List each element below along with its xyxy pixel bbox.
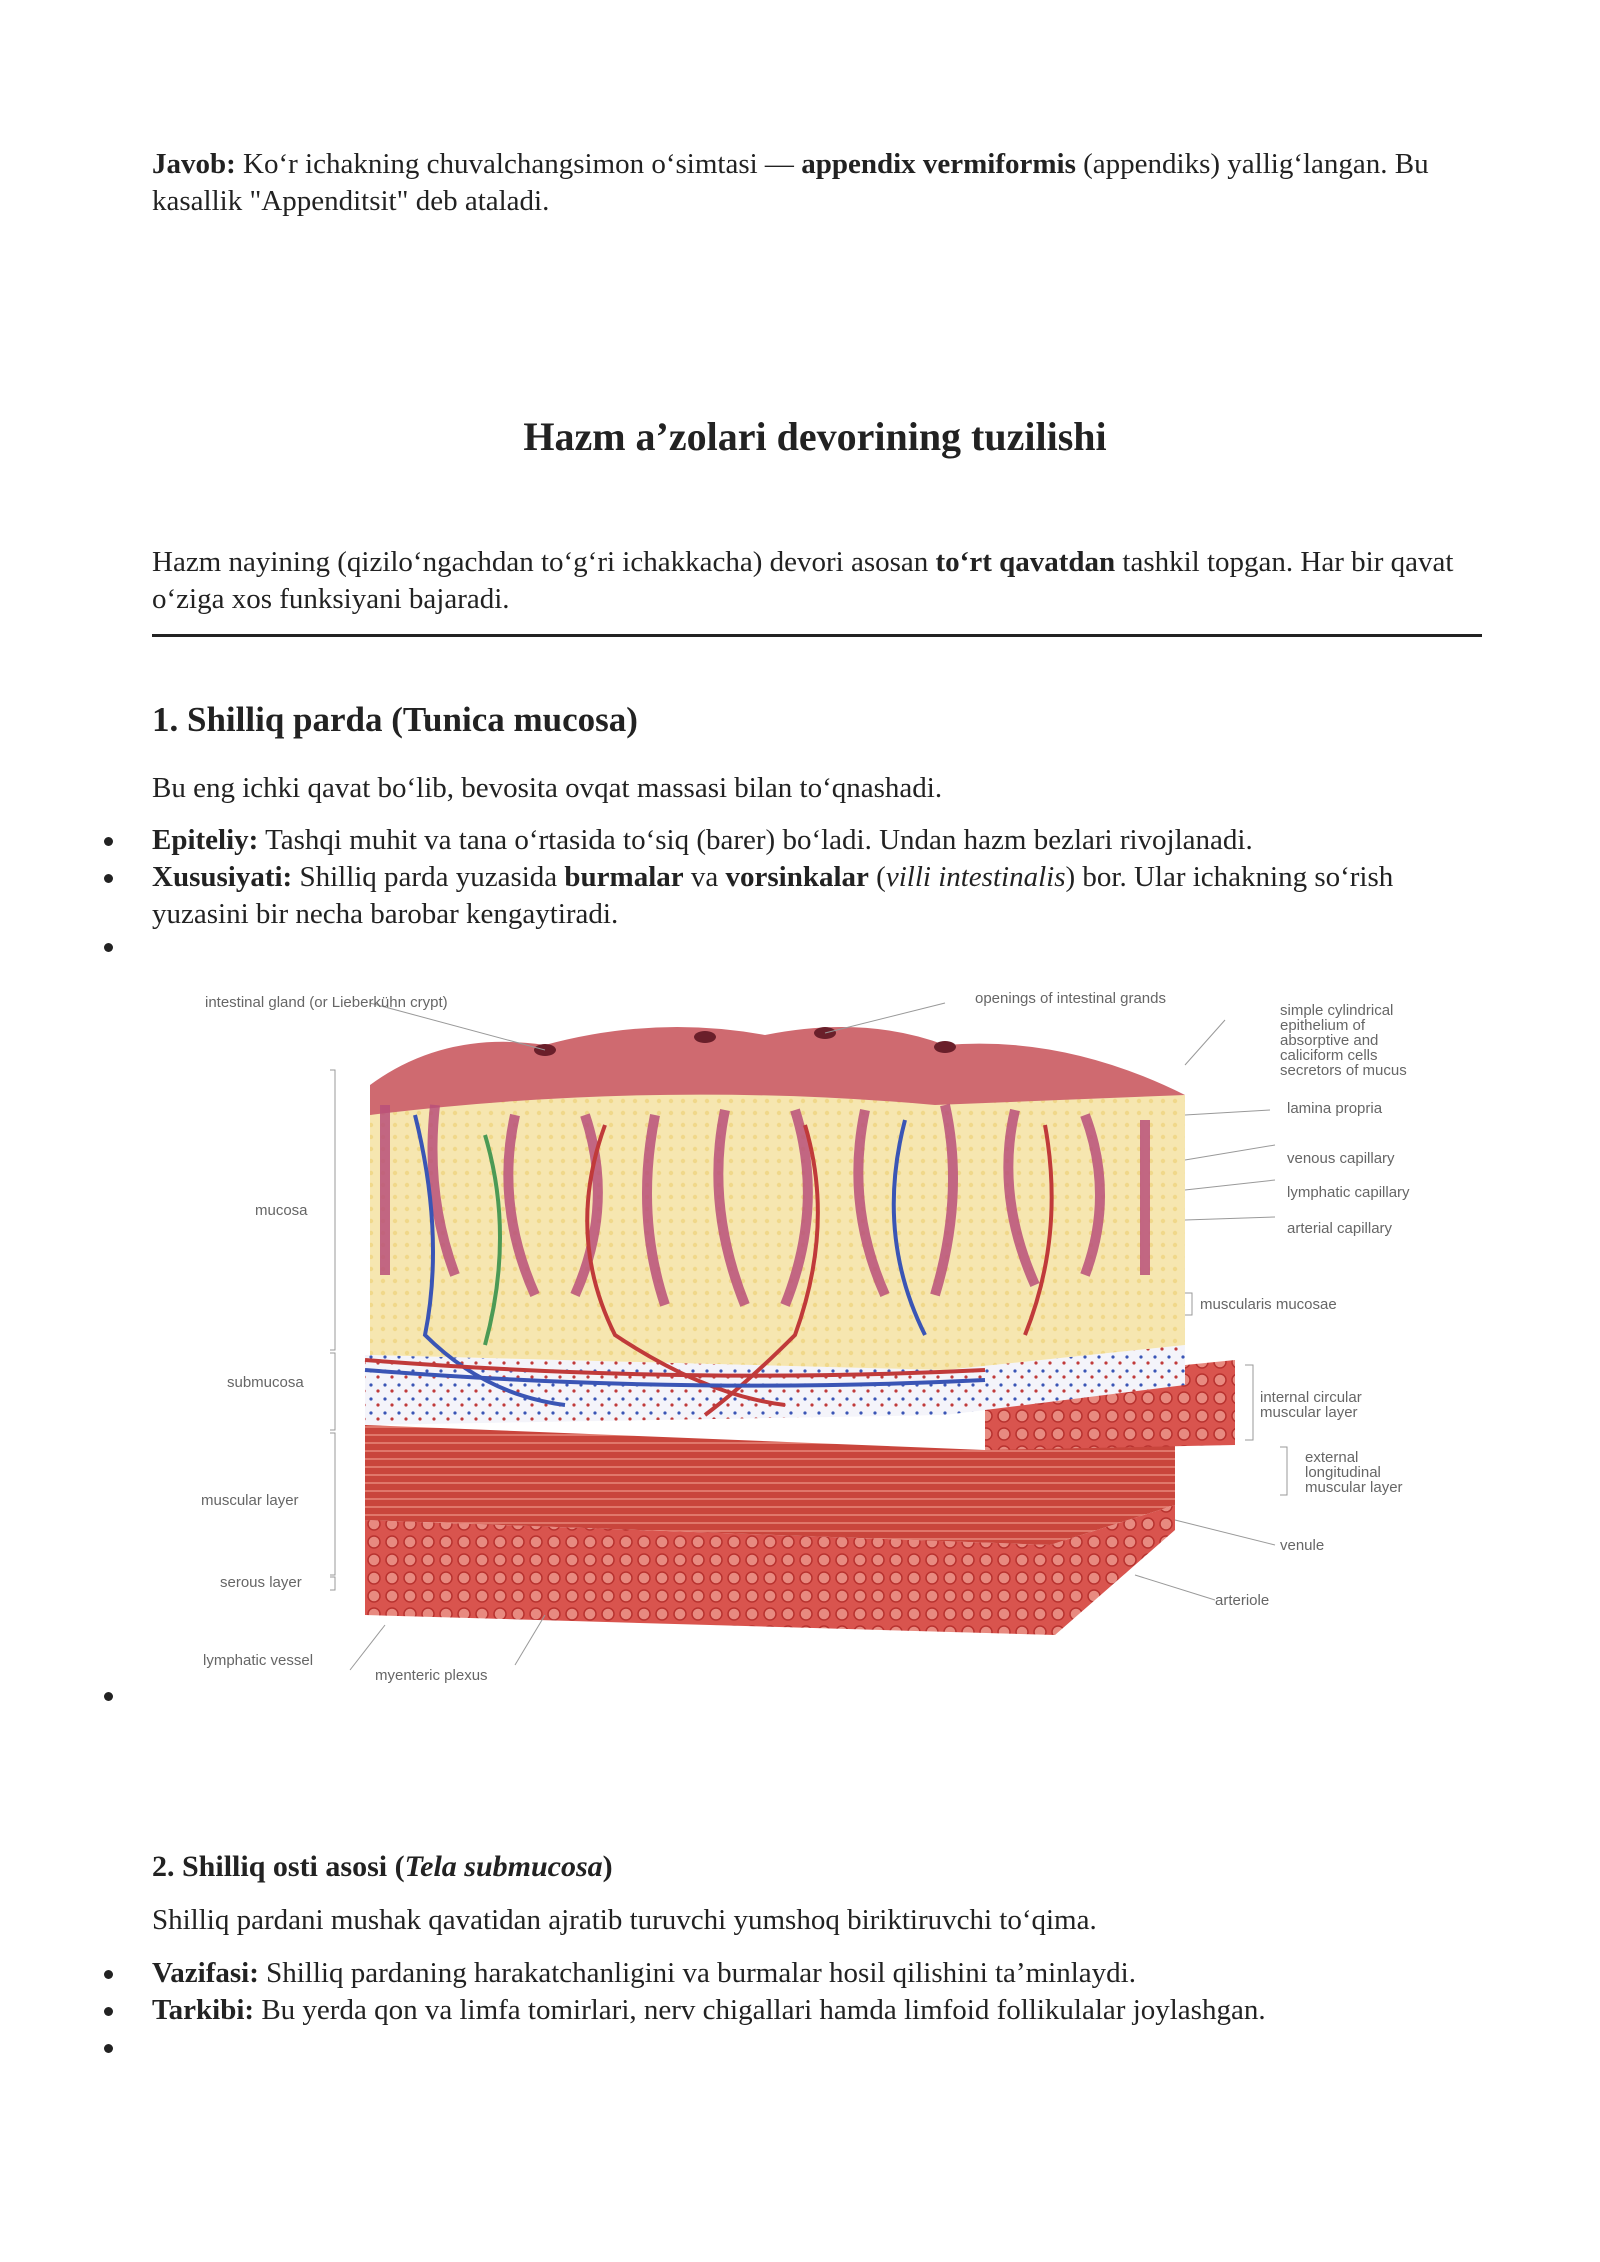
- list-item: [152, 859, 1482, 933]
- list-item-italic: villi intestinalis: [885, 861, 1066, 893]
- answer-paragraph: [152, 146, 1482, 220]
- section2-heading-suffix: ): [602, 1850, 613, 1883]
- bullet-icon: [104, 2007, 113, 2016]
- list-item-text: ) bor. Ular ichakning so‘rish yuzasini bir necha barobar kengaytiradi.: [152, 861, 1394, 930]
- list-item-bold: vorsinkalar: [725, 861, 869, 893]
- section1-heading: 1. Shilliq parda (Tunica mucosa): [152, 700, 638, 739]
- mucosa-shape: [370, 1070, 1185, 1370]
- list-item: [152, 1955, 1482, 1992]
- horizontal-rule: [152, 634, 1482, 637]
- intestinal-wall-illustration: [185, 975, 1435, 1690]
- bullet-icon: [104, 874, 113, 883]
- list-item-text: Shilliq parda yuzasida: [292, 861, 565, 893]
- label-external-1: external: [1305, 1449, 1359, 1466]
- label-lymphatic-capillary: lymphatic capillary: [1287, 1184, 1410, 1201]
- label-internal-circular-2: muscular layer: [1260, 1404, 1358, 1421]
- answer-text-2: (appendiks) yallig‘langan. Bu kasallik "Appenditsit" deb ataladi.: [152, 148, 1429, 217]
- page-title: Hazm a’zolari devorining tuzilishi: [523, 414, 1107, 459]
- list-item-text: Tashqi muhit va tana o‘rtasida to‘siq (barer) bo‘ladi. Undan hazm bezlari rivojlanadi.: [258, 824, 1253, 856]
- list-item-text: (: [868, 861, 886, 893]
- intro-text-1: Hazm nayining (qizilo‘ngachdan to‘g‘ri ichakkacha) devori asosan: [152, 546, 936, 578]
- label-muscular-layer: muscular layer: [201, 1492, 299, 1509]
- list-item-text: Shilliq pardaning harakatchanligini va burmalar hosil qilishini ta’minlaydi.: [258, 1957, 1136, 1989]
- label-simple-cylindrical-3: absorptive and: [1280, 1032, 1379, 1049]
- label-arterial-capillary: arterial capillary: [1287, 1220, 1393, 1237]
- label-submucosa: submucosa: [227, 1374, 304, 1391]
- answer-text-1: Ko‘r ichakning chuvalchangsimon o‘simtasi —: [235, 148, 802, 180]
- list-item: [152, 822, 1482, 859]
- section2-lead: Shilliq pardani mushak qavatidan ajratib turuvchi yumshoq biriktiruvchi to‘qima.: [152, 1904, 1097, 1936]
- empty-bullet-icon: [104, 943, 113, 952]
- label-external-3: muscular layer: [1305, 1479, 1403, 1496]
- label-external-2: longitudinal: [1305, 1464, 1381, 1481]
- intestinal-wall-diagram: [185, 975, 1435, 1690]
- section2-heading: [152, 1850, 613, 1884]
- list-item-bold: burmalar: [564, 861, 684, 893]
- bullet-icon: [104, 1970, 113, 1979]
- empty-bullet-icon: [104, 2044, 113, 2053]
- list-item-label: Tarkibi:: [152, 1994, 255, 2026]
- section2-heading-italic: Tela submucosa: [404, 1850, 603, 1883]
- label-muscularis-mucosae: muscularis mucosae: [1200, 1296, 1337, 1313]
- section1-lead: Bu eng ichki qavat bo‘lib, bevosita ovqat massasi bilan to‘qnashadi.: [152, 772, 943, 804]
- list-item-label: Vazifasi:: [152, 1957, 259, 1989]
- intro-text-2: tashkil topgan. Har bir qavat o‘ziga xos funksiyani bajaradi.: [152, 546, 1454, 615]
- label-simple-cylindrical-4: caliciform cells: [1280, 1047, 1378, 1064]
- section2-heading-prefix: 2. Shilliq osti asosi (: [152, 1850, 405, 1883]
- empty-bullet-icon: [104, 1692, 113, 1701]
- label-lymphatic-vessel: lymphatic vessel: [203, 1652, 314, 1669]
- section1-list: [152, 822, 1482, 933]
- bullet-icon: [104, 837, 113, 846]
- label-intestinal-gland: intestinal gland (or Lieberkühn crypt): [205, 994, 448, 1011]
- label-openings: openings of intestinal grands: [975, 990, 1166, 1007]
- label-serous-layer: serous layer: [220, 1574, 302, 1591]
- list-item-label: Epiteliy:: [152, 824, 259, 856]
- section2-list: [152, 1955, 1482, 2029]
- answer-term: appendix vermiformis: [801, 148, 1076, 180]
- list-item: [152, 1992, 1482, 2029]
- label-venous-capillary: venous capillary: [1287, 1150, 1395, 1167]
- intro-bold: to‘rt qavatdan: [935, 546, 1116, 578]
- label-internal-circular-1: internal circular: [1260, 1389, 1362, 1406]
- list-item-label: Xususiyati:: [152, 861, 293, 893]
- label-myenteric-plexus: myenteric plexus: [375, 1667, 488, 1684]
- list-item-text: va: [683, 861, 726, 893]
- label-simple-cylindrical-5: secretors of mucus: [1280, 1062, 1407, 1079]
- label-arteriole: arteriole: [1215, 1592, 1270, 1609]
- label-lamina-propria: lamina propria: [1287, 1100, 1383, 1117]
- label-simple-cylindrical-1: simple cylindrical: [1280, 1002, 1394, 1019]
- label-simple-cylindrical-2: epithelium of: [1280, 1017, 1366, 1034]
- list-item-text: Bu yerda qon va limfa tomirlari, nerv chigallari hamda limfoid follikulalar joylashgan.: [254, 1994, 1266, 2026]
- label-mucosa: mucosa: [255, 1202, 308, 1219]
- intro-paragraph: [152, 544, 1482, 618]
- label-venule: venule: [1280, 1537, 1325, 1554]
- answer-label: Javob:: [152, 148, 236, 180]
